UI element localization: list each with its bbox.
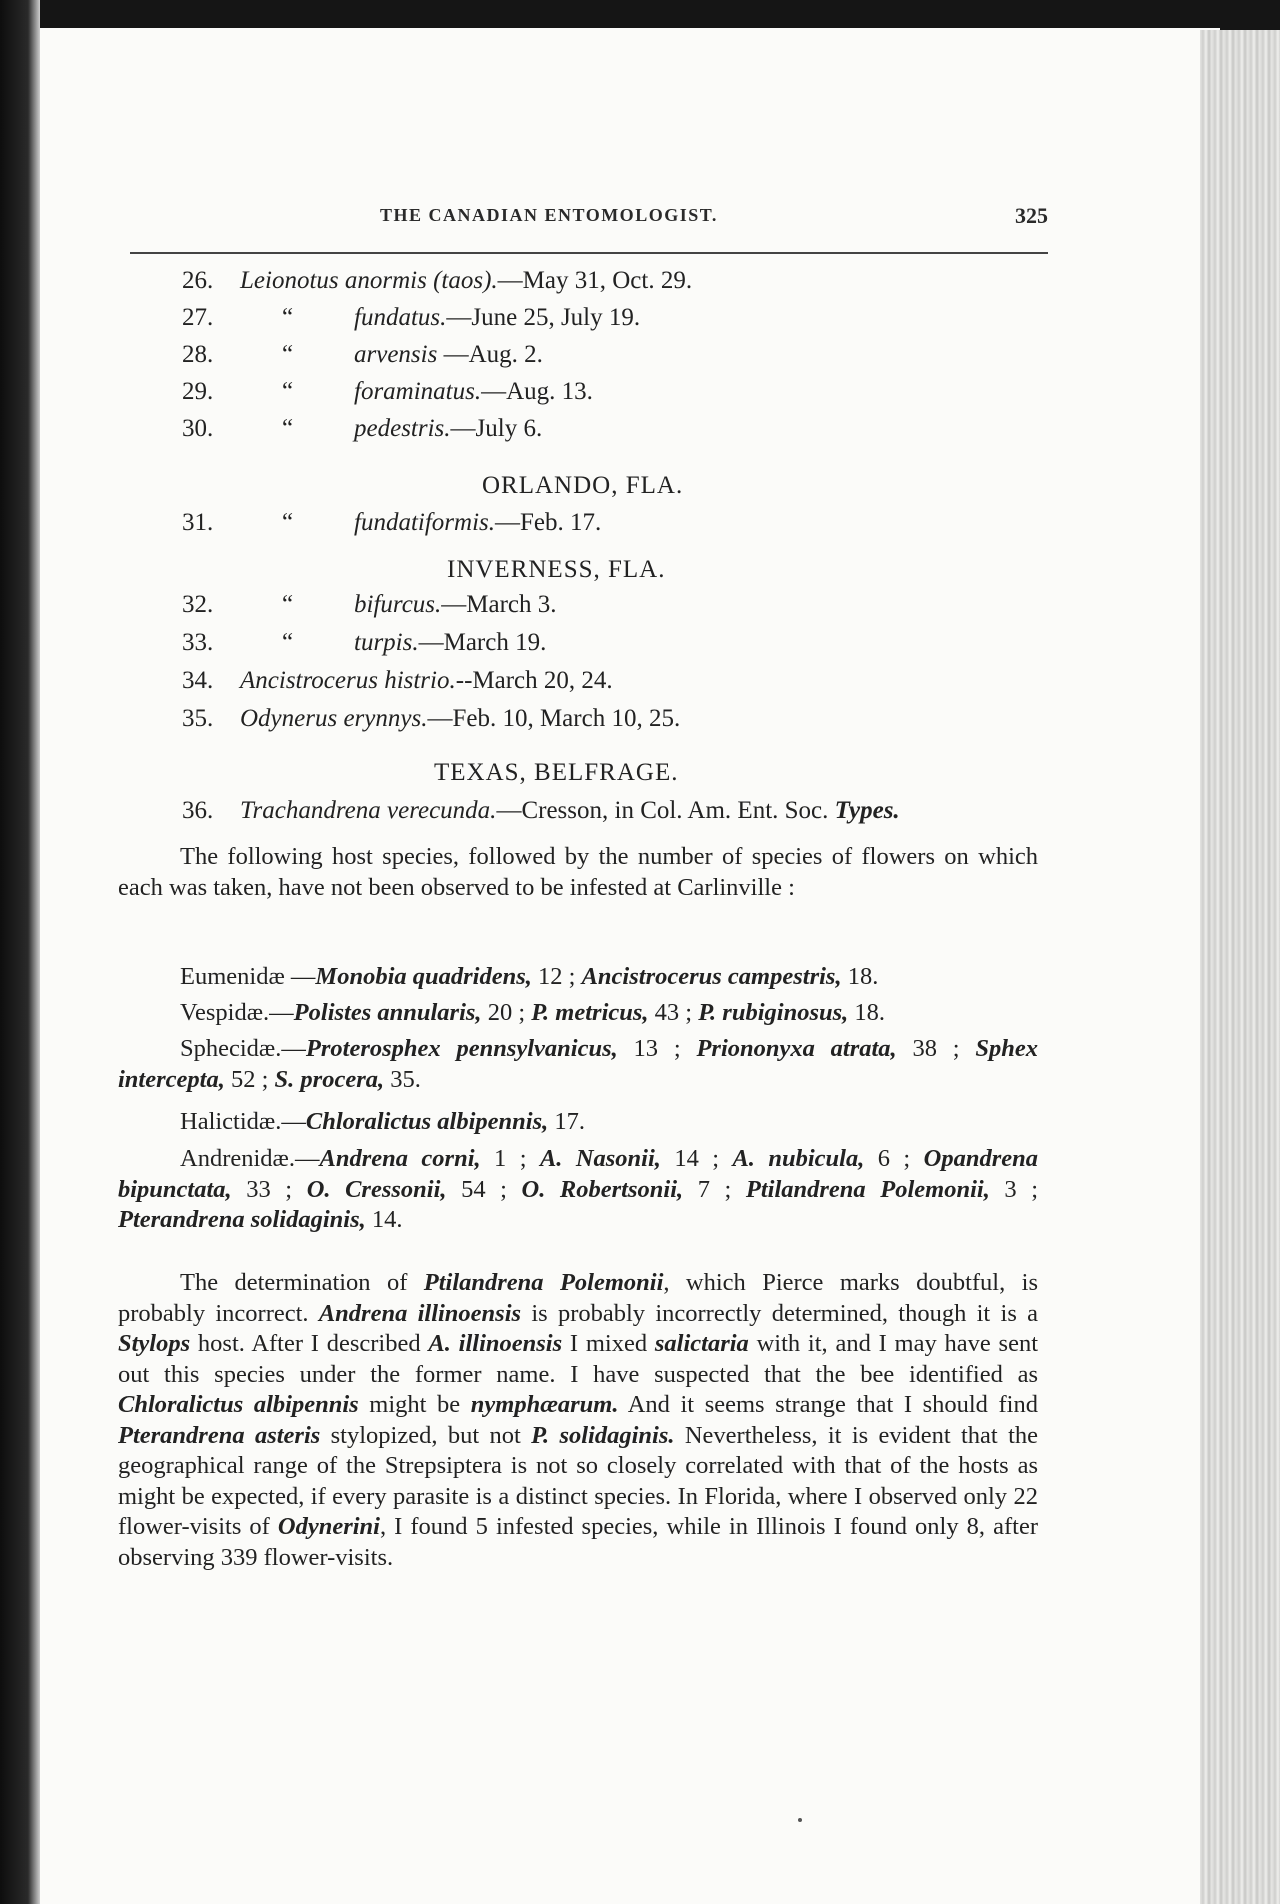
header-rule: [130, 252, 1048, 254]
page-number: 325: [1015, 203, 1048, 228]
section-heading-texas: TEXAS, BELFRAGE.: [434, 759, 679, 786]
running-title: THE CANADIAN ENTOMOLOGIST.: [380, 205, 718, 225]
host-andrenidae: Andrenidæ.—Andrena corni, 1 ; A. Nasonii, 14 ; A. nubicula, 6 ; Opandrena bipunctata, 33 ; O. Cressonii, 54 ; O. Robertsonii, 7 ; Ptilandrena Polemonii, 3 ; Pterandrena solidaginis, 14.: [118, 1145, 1039, 1233]
host-halictidae: Halictidæ.—Chloralictus albipennis, 17.: [180, 1108, 585, 1135]
intro-paragraph: The following host species, followed by the number of species of flowers on which each was taken, have not been observed to be infested at Carlinville :: [118, 843, 1038, 901]
host-eumenidae: Eumenidæ —Monobia quadridens, 12 ; Ancistrocerus campestris, 18.: [180, 963, 879, 990]
section-heading-inverness: INVERNESS, FLA.: [447, 556, 666, 583]
page-header: [130, 205, 1048, 239]
scan-border-top: [0, 0, 1280, 30]
host-vespidae: Vespidæ.—Polistes annularis, 20 ; P. metricus, 43 ; P. rubiginosus, 18.: [180, 999, 886, 1026]
discussion-paragraph: The determination of Ptilandrena Polemonii, which Pierce marks doubtful, is probably incorrect. Andrena illinoensis is probably incorrectly determined, though it is a Stylops host. After I described A. illinoensis I mixed salictaria with it, and I may have sent out this species under the former name. I have suspected that the bee identified as Chloralictus albipennis might be nymphæarum. And it seems strange that I should find Pterandrena asteris stylopized, but not P. solidaginis. Nevertheless, it is evident that the geographical range of the Strepsiptera is not so closely correlated with that of the hosts as might be expected, if every parasite is a distinct species. In Florida, where I observed only 22 flower-visits of Odynerini, I found 5 infested species, while in Illinois I found only 8, after observing 339 flower-visits.: [118, 1269, 1039, 1571]
section-heading-orlando: ORLANDO, FLA.: [482, 472, 684, 499]
scan-border-left: [0, 0, 40, 1904]
scan-speck: [798, 1818, 802, 1822]
page-stack-edge: [1200, 30, 1280, 1904]
host-sphecidae: Sphecidæ.—Proterosphex pennsylvanicus, 13 ; Priononyxa atrata, 38 ; Sphex intercepta, 52 ; S. procera, 35.: [118, 1035, 1038, 1093]
